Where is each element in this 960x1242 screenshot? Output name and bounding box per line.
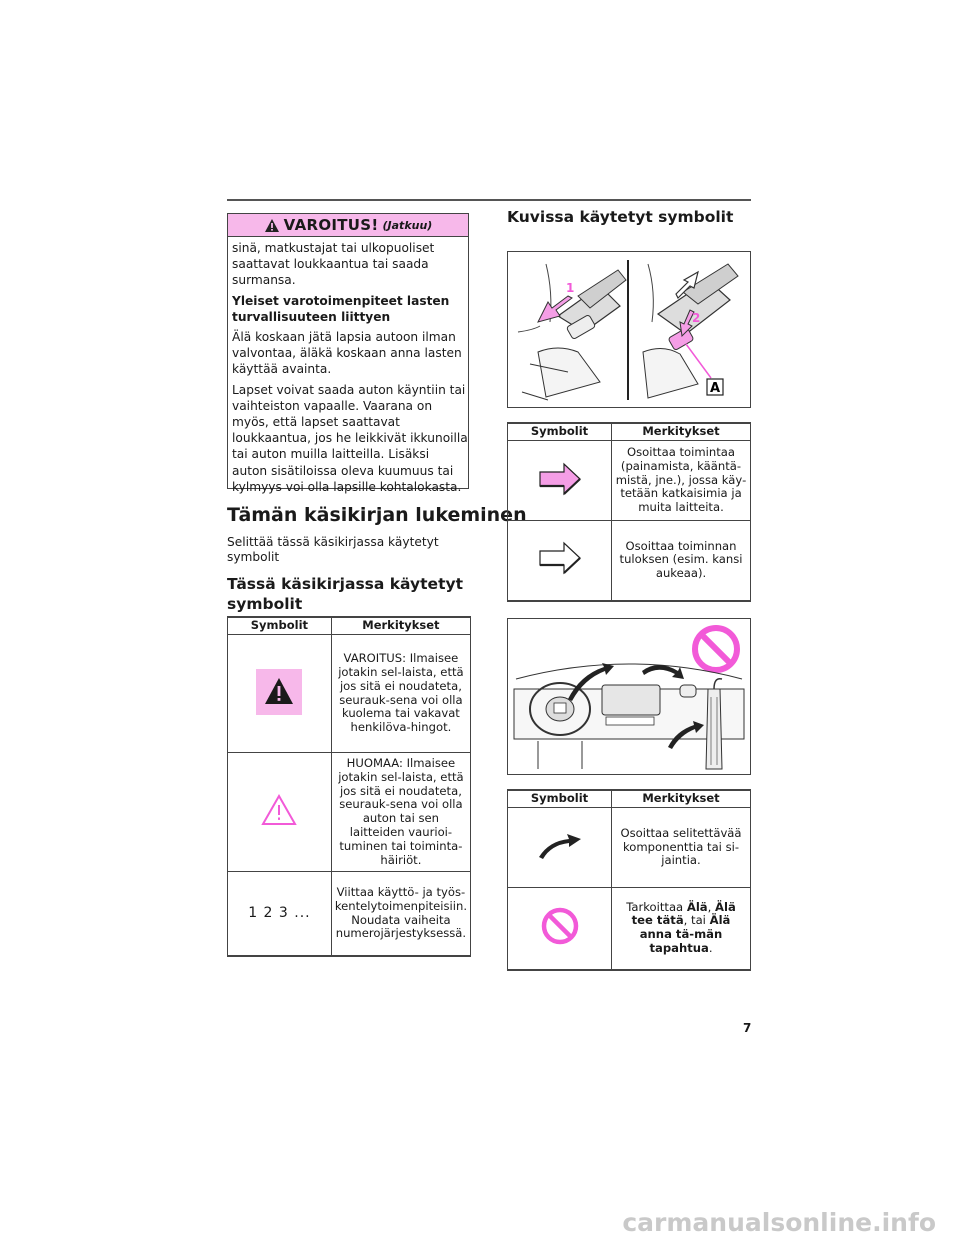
symbol-cell bbox=[228, 635, 332, 753]
meaning-cell: VAROITUS: Ilmaisee jotakin sel-laista, että jos sitä ei noudateta, seurauk-sena voi olla kuolema tai vakavat henkilöva-hingot. bbox=[331, 635, 470, 753]
label-a: A bbox=[710, 381, 721, 396]
table-header-row bbox=[508, 423, 751, 441]
warning-paragraph: sinä, matkustajat tai ulkopuoliset saattavat loukkaantua tai saada surmansa. bbox=[232, 241, 435, 288]
header-symbols: Symbolit bbox=[508, 423, 612, 441]
meaning-cell: Osoittaa selitettävää komponenttia tai si-jaintia. bbox=[612, 808, 751, 888]
section-title: Tämän käsikirjan lukeminen bbox=[227, 504, 527, 526]
meaning-bold: Älä bbox=[686, 899, 708, 914]
meaning-cell bbox=[612, 888, 751, 970]
warning-box bbox=[227, 213, 469, 494]
seatbelt-figure bbox=[507, 251, 751, 408]
step-one-label: 1 bbox=[566, 281, 575, 295]
header-meanings: Merkitykset bbox=[331, 617, 470, 635]
meaning-cell: HUOMAA: Ilmaisee jotakin sel-laista, että jos sitä ei noudateta, seurauk-sena voi olla auton tai sen laitteiden vaurioi-tuminen tai toiminta-häiriöt. bbox=[331, 753, 470, 872]
prohibition-icon bbox=[540, 906, 580, 946]
meaning-text: . bbox=[708, 941, 713, 956]
dashboard-figure bbox=[507, 618, 751, 775]
step-two-label: 2 bbox=[692, 311, 701, 325]
watermark: carmanualsonline.info bbox=[622, 1208, 936, 1237]
meaning-cell: Viittaa käyttö- ja työs-kentelytoimenpiteisiin. Noudata vaiheita numerojärjestyksessä. bbox=[331, 872, 470, 956]
symbols-table bbox=[227, 616, 471, 957]
table-row bbox=[508, 521, 751, 601]
warning-subheading: Yleiset varotoimenpiteet lasten turvallisuuteen liittyen bbox=[232, 293, 450, 324]
seatbelt-illustration bbox=[508, 252, 750, 407]
table-row bbox=[508, 808, 751, 888]
figure-symbols-table bbox=[507, 422, 751, 602]
meaning-text: , bbox=[707, 899, 715, 914]
warning-body bbox=[228, 237, 468, 495]
outline-arrow-icon bbox=[538, 541, 582, 575]
steps-icon: 1 2 3 ... bbox=[248, 904, 311, 921]
caution-outline-icon bbox=[261, 794, 297, 826]
warning-paragraph: Lapset voivat saada auton käyntiin tai vaihteiston vapaalle. Vaarana on myös, että lapset saattavat loukkaantua, jos he leikkivät ikkunoilla tai auton muilla laitteilla. Lisäksi auton sisätiloissa oleva kuumuus tai kylmyys voi olla lapsille kohtalokasta. bbox=[232, 382, 468, 494]
section-subtitle: Selittää tässä käsikirjassa käytetyt symbolit bbox=[227, 535, 439, 564]
meaning-bold: Älä anna tä-män tapahtua bbox=[639, 913, 731, 956]
meaning-text: , tai bbox=[683, 913, 710, 928]
meaning-bold: Älä tee tätä bbox=[631, 899, 736, 928]
warning-title: VAROITUS! bbox=[283, 216, 379, 234]
page-number: 7 bbox=[743, 1021, 752, 1035]
curved-pointer-arrow-icon bbox=[537, 833, 583, 859]
symbol-cell bbox=[228, 872, 332, 956]
symbols-heading: Tässä käsikirjassa käytetyt symbolit bbox=[227, 575, 463, 613]
header-meanings: Merkitykset bbox=[612, 790, 751, 808]
table-row bbox=[228, 872, 471, 956]
warning-paragraph: Älä koskaan jätä lapsia autoon ilman valvontaa, äläkä koskaan anna lasten käyttää avainta. bbox=[232, 330, 462, 377]
meaning-cell: Osoittaa toimintaa (painamista, kääntä-mistä, jne.), jossa käy-tetään katkaisimia ja muita laitteita. bbox=[612, 441, 751, 521]
table-header-row bbox=[508, 790, 751, 808]
warning-header bbox=[228, 214, 468, 237]
symbol-cell bbox=[508, 888, 612, 970]
table-row bbox=[228, 635, 471, 753]
warning-triangle-icon bbox=[264, 218, 280, 233]
warning-continued: (Jatkuu) bbox=[382, 218, 433, 232]
warning-filled-icon bbox=[256, 669, 302, 715]
header-symbols: Symbolit bbox=[508, 790, 612, 808]
meaning-text: Tarkoittaa bbox=[626, 899, 687, 914]
table-header-row bbox=[228, 617, 471, 635]
dashboard-illustration bbox=[508, 619, 750, 774]
symbol-cell bbox=[508, 808, 612, 888]
symbol-cell bbox=[228, 753, 332, 872]
header-symbols: Symbolit bbox=[228, 617, 332, 635]
pink-arrow-icon bbox=[538, 462, 582, 496]
meaning-cell: Osoittaa toiminnan tuloksen (esim. kansi aukeaa). bbox=[612, 521, 751, 601]
symbol-cell bbox=[508, 441, 612, 521]
table-row bbox=[508, 888, 751, 970]
figure-symbols-title: Kuvissa käytetyt symbolit bbox=[507, 208, 734, 226]
table-row bbox=[228, 753, 471, 872]
table-row bbox=[508, 441, 751, 521]
header-meanings: Merkitykset bbox=[612, 423, 751, 441]
symbol-cell bbox=[508, 521, 612, 601]
figure-symbols-table-2 bbox=[507, 789, 751, 971]
top-rule bbox=[227, 199, 751, 201]
